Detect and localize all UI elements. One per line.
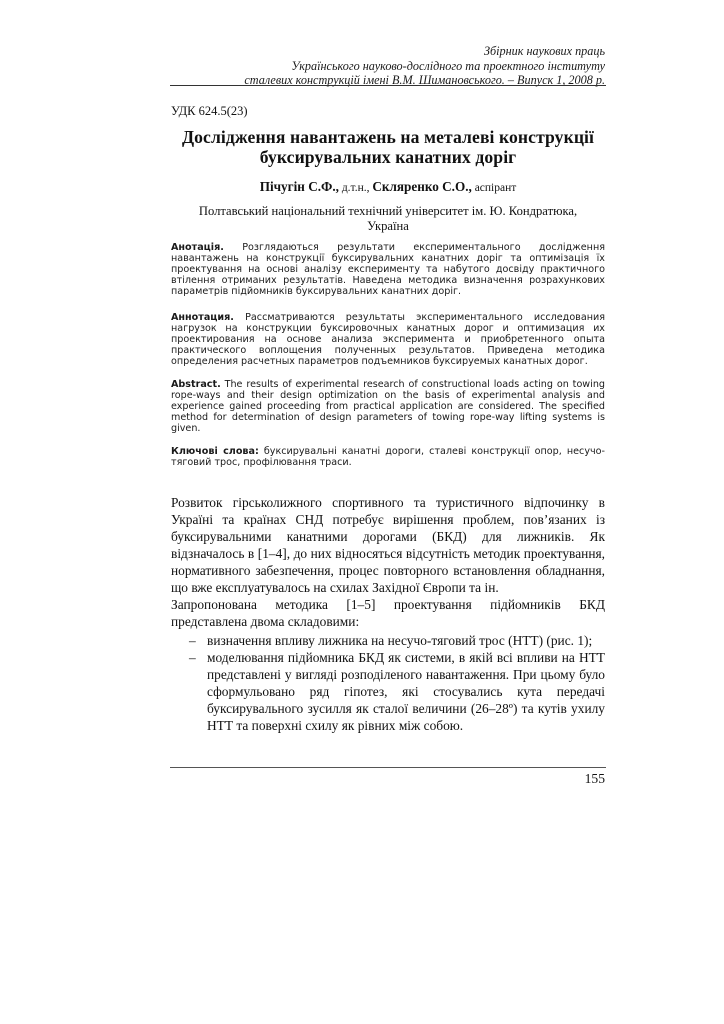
abstract-russian-label: Аннотация.	[171, 312, 234, 323]
keywords-label: Ключові слова:	[171, 446, 259, 457]
header-line-journal: Збірник наукових праць	[483, 44, 605, 58]
list-item-text: моделювання підйомника БКД як системи, в якій всі впливи на НТТ представлені у вигляді розподіленого навантаження. При цьому було сформульовано ряд гіпотез, які стосувались кута передачі буксирувального зусилля як сталої величини (26–28º) та кутів ухилу НТТ та поверхні схилу як рівних між собою.	[207, 650, 605, 734]
list-item	[171, 649, 605, 734]
affiliation-institution: Полтавський національний технічний університет ім. Ю. Кондратюка,	[198, 204, 578, 218]
abstract-english-text: The results of experimental research of constructional loads acting on towing rope-ways and their design optimization on the basis of experimental analysis and experience gained proceeding from practical application are considered. The specified method for determination of design parameters of towing rope-way lifting systems is given.	[171, 379, 605, 435]
udk-code: УДК 624.5(23)	[171, 104, 248, 118]
footer-divider	[170, 767, 606, 768]
body-paragraph-2: Запропонована методика [1–5] проектування підйомників БКД представлена двома складовими:	[171, 597, 605, 630]
author-2-name: Скляренко С.О.,	[372, 179, 472, 194]
authors	[170, 179, 606, 196]
abstract-english-label: Abstract.	[171, 379, 221, 390]
abstract-russian	[171, 312, 605, 367]
affiliation-country: Україна	[367, 219, 409, 233]
author-1-name: Пічугін С.Ф.,	[259, 179, 339, 194]
keywords	[171, 446, 605, 468]
abstract-english	[171, 379, 605, 434]
list-item	[171, 632, 605, 649]
running-header	[170, 44, 605, 88]
dash-bullet-icon: –	[189, 633, 196, 648]
paper-title	[170, 127, 606, 167]
abstract-ukrainian-label: Анотація.	[171, 242, 224, 253]
abstract-ukrainian-text: Розглядаються результати експериментального дослідження навантажень на конструкції буксирувальних канатних доріг та оптимізація їх проектування на основі аналізу експерименту та набутого досвіду практичного втілення отриманих результатів. Наведена методика визначення розрахункових параметрів підйомників буксирувальних канатних доріг.	[171, 242, 605, 298]
header-line-institute: Українського науково-дослідного та проектного інституту	[291, 58, 605, 73]
dash-bullet-icon: –	[189, 650, 196, 666]
author-1-degree: д.т.н.,	[338, 182, 373, 194]
list-item-text: визначення впливу лижника на несучо-тяговий трос (НТТ) (рис. 1);	[207, 633, 593, 648]
body-paragraph-1: Розвиток гірськолижного спортивного та туристичного відпочинку в Україні та країнах СНД потребує вирішення проблем, пов’язаних із буксирувальними канатними дорогами (БКД) для лижників. Як відзначалось в [1–4], до них відносяться відсутність методик проектування, нормативного забезпечення, процес повторного встановлення обладнання, що вже експлуатувалось на схилах Західної Європи та ін.	[171, 495, 605, 596]
header-line-issue: сталевих конструкцій імені В.М. Шимановського. – Випуск 1, 2008 р.	[244, 73, 605, 87]
method-components-list	[171, 632, 605, 735]
affiliation	[170, 204, 606, 234]
keywords-text: буксирувальні канатні дороги, сталеві конструкції опор, несучо-тяговий трос, профілювання траси.	[171, 446, 605, 469]
author-2-degree: аспірант	[471, 182, 517, 194]
page-number: 155	[584, 771, 605, 786]
abstract-ukrainian	[171, 242, 605, 297]
title-line-2: буксирувальних канатних доріг	[259, 147, 517, 167]
title-line-1: Дослідження навантажень на металеві конструкції	[181, 127, 595, 147]
header-divider	[170, 85, 606, 86]
abstract-russian-text: Рассматриваются результаты экспериментального исследования нагрузок на конструкции буксировочных канатных дорог и оптимизация их проектирования на основе анализа эксперимента и приобретенного опыта практического воплощения полученных результатов. Приведена методика определения расчетных параметров подъемников буксируемых канатных дорог.	[171, 312, 605, 368]
